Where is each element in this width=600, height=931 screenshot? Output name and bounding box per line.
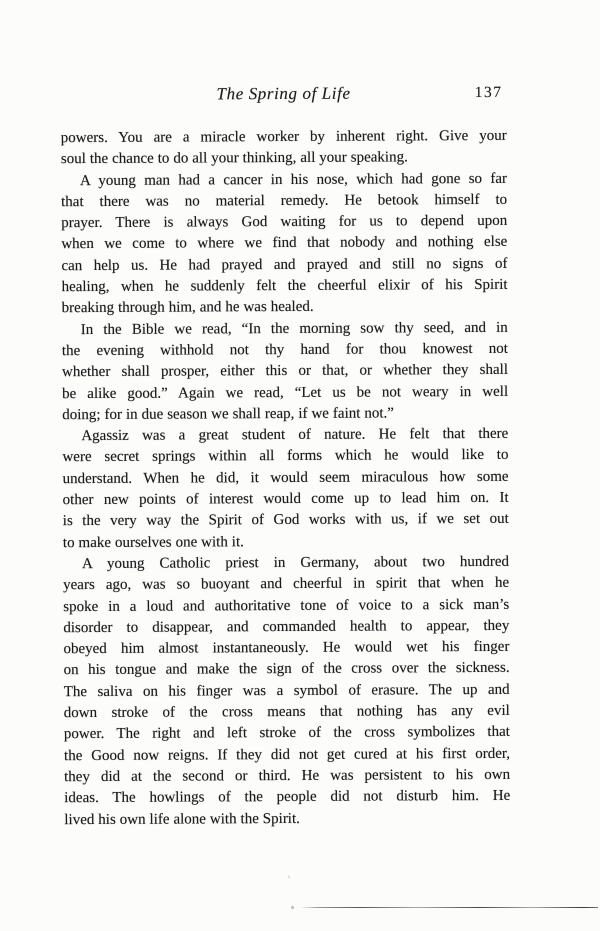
text-line: be alike good.” Again we read, “Let us be not weary in well — [62, 383, 509, 402]
text-line: understand. When he did, it would seem miraculous how some — [62, 468, 509, 487]
text-line: A young man had a cancer in his nose, which had gone so far — [79, 170, 508, 189]
text-line: when we come to where we find that nobody and nothing else — [61, 234, 508, 253]
running-header — [60, 83, 506, 109]
text-line: A young Catholic priest in Germany, about two hundred — [81, 553, 510, 573]
scan-speck — [288, 875, 290, 879]
text-line: the evening withhold not thy hand for thou knowest not — [61, 340, 508, 360]
text-line: down stroke of the cross means that nothing has any evil — [63, 702, 510, 722]
text-line: on his tongue and make the sign of the cross over the sickness. — [63, 660, 510, 679]
paragraph — [61, 168, 508, 319]
body-text — [61, 126, 511, 831]
text-line: ideas. The howlings of the people did not disturb him. He — [64, 788, 511, 807]
text-line: breaking through him, and he was healed. — [61, 299, 314, 317]
text-line: soul the chance to do all your thinking, all your speaking. — [60, 149, 408, 168]
paragraph — [61, 126, 507, 171]
text-line: Agassiz was a great student of nature. He felt that there — [81, 425, 509, 445]
paragraph — [63, 552, 510, 831]
text-line: were secret springs within all forms which he would like to — [62, 447, 509, 466]
paragraph — [62, 318, 509, 427]
text-line: healing, when he suddenly felt the cheerful elixir of his Spirit — [61, 276, 508, 296]
paragraph — [62, 424, 509, 554]
running-header-title: The Spring of Life — [216, 83, 351, 104]
text-line: years ago, was so buoyant and cheerful in spirit that when he — [63, 575, 510, 594]
text-line: doing; for in due season we shall reap, if we faint not.” — [62, 405, 394, 424]
text-line: other new points of interest would come up to lead him on. It — [62, 489, 509, 509]
text-line: spoke in a loud and authoritative tone of voice to a sick man’s — [63, 596, 510, 615]
page-content — [60, 0, 511, 931]
text-line: power. The right and left stroke of the cross symbolizes that — [63, 724, 510, 743]
text-line: obeyed him almost instantaneously. He would wet his finger — [63, 638, 510, 658]
text-line: the Good now reigns. If they did not get cured at his first order, — [63, 745, 511, 764]
text-line: they did at the second or third. He was persistent to his own — [64, 766, 511, 786]
text-line: can help us. He had prayed and prayed and still no signs of — [61, 255, 508, 274]
scan-artifact-line — [300, 907, 598, 908]
text-line: to make ourselves one with it. — [62, 533, 244, 551]
scan-speck — [291, 906, 294, 909]
text-line: prayer. There is always God waiting for us to depend upon — [61, 213, 508, 232]
text-line: disorder to disappear, and commanded health to appear, they — [63, 617, 510, 636]
text-line: In the Bible we read, “In the morning sow thy seed, and in — [80, 319, 508, 338]
text-line: that there was no material remedy. He betook himself to — [61, 191, 508, 211]
text-line: powers. You are a miracle worker by inherent right. Give your — [60, 127, 507, 147]
text-line: is the very way the Spirit of God works with us, if we set out — [62, 511, 509, 530]
text-line: lived his own life alone with the Spirit. — [64, 810, 300, 828]
page-number: 137 — [474, 83, 503, 102]
text-line: The saliva on his finger was a symbol of erasure. The up and — [63, 681, 510, 700]
text-line: whether shall prosper, either this or that, or whether they shall — [61, 362, 509, 381]
